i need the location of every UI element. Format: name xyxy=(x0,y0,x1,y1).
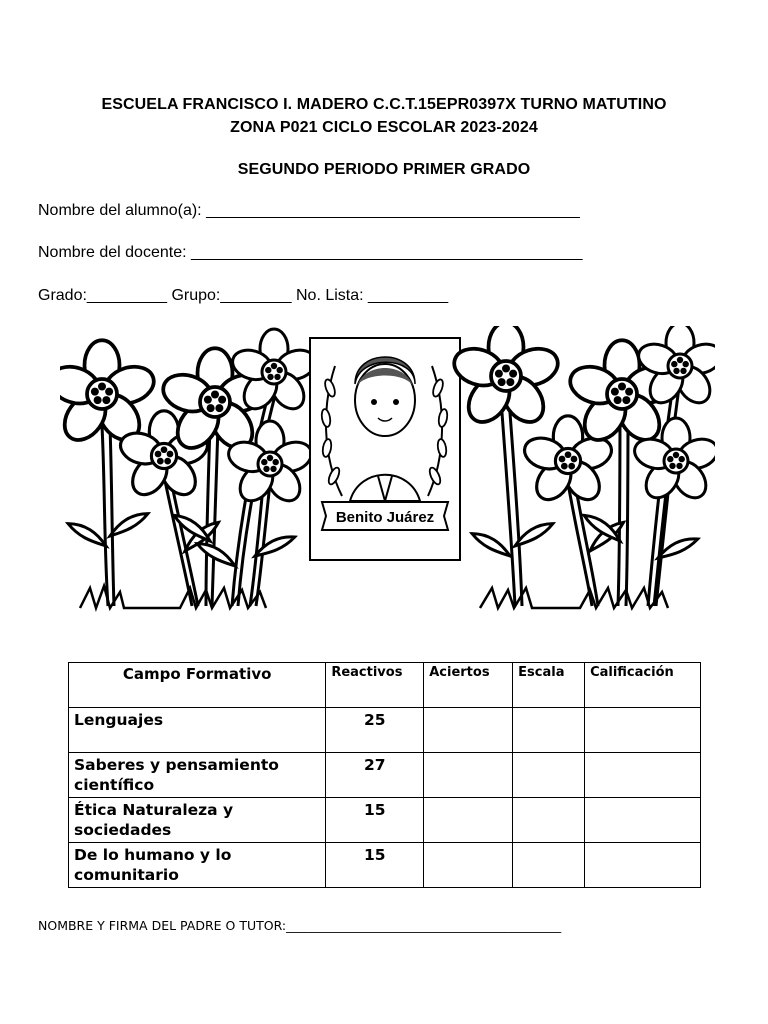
portrait-label: Benito Juárez xyxy=(335,509,435,526)
reactivos-cell: 15 xyxy=(326,798,424,843)
escala-cell[interactable] xyxy=(513,798,585,843)
calificacion-cell[interactable] xyxy=(585,798,701,843)
aciertos-cell[interactable] xyxy=(424,798,513,843)
header-reactivos: Reactivos xyxy=(326,663,424,708)
grades-table xyxy=(68,662,701,888)
table-row xyxy=(69,798,701,843)
escala-cell[interactable] xyxy=(513,843,585,888)
reactivos-cell: 15 xyxy=(326,843,424,888)
table-header-row xyxy=(69,663,701,708)
header-escala: Escala xyxy=(513,663,585,708)
escala-cell[interactable] xyxy=(513,753,585,798)
campo-cell: Lenguajes xyxy=(69,708,326,753)
parent-signature-field[interactable]: NOMBRE Y FIRMA DEL PADRE O TUTOR:____________________________________________ xyxy=(38,918,562,933)
school-title: ESCUELA FRANCISCO I. MADERO C.C.T.15EPR0397X TURNO MATUTINO xyxy=(101,96,667,113)
reactivos-cell: 25 xyxy=(326,708,424,753)
campo-cell: De lo humano y lo comunitario xyxy=(69,843,326,888)
escala-cell[interactable] xyxy=(513,708,585,753)
campo-cell: Saberes y pensamiento científico xyxy=(69,753,326,798)
period-title: SEGUNDO PERIODO PRIMER GRADO xyxy=(237,161,531,178)
calificacion-cell[interactable] xyxy=(585,708,701,753)
flowers-illustration xyxy=(60,326,715,616)
teacher-name-field[interactable]: Nombre del docente: ____________________________________________ xyxy=(38,244,583,261)
header-aciertos: Aciertos xyxy=(424,663,513,708)
campo-cell: Ética Naturaleza y sociedades xyxy=(69,798,326,843)
table-row xyxy=(69,753,701,798)
header-campo-formativo: Campo Formativo xyxy=(69,663,326,708)
zone-cycle-title: ZONA P021 CICLO ESCOLAR 2023-2024 xyxy=(230,119,538,136)
calificacion-cell[interactable] xyxy=(585,843,701,888)
table-row xyxy=(69,843,701,888)
header-calificacion: Calificación xyxy=(585,663,701,708)
reactivos-cell: 27 xyxy=(326,753,424,798)
grade-group-list-field[interactable]: Grado:_________ Grupo:________ No. Lista: _________ xyxy=(38,287,449,304)
aciertos-cell[interactable] xyxy=(424,753,513,798)
table-row xyxy=(69,708,701,753)
aciertos-cell[interactable] xyxy=(424,708,513,753)
student-name-field[interactable]: Nombre del alumno(a): __________________________________________ xyxy=(38,202,580,219)
aciertos-cell[interactable] xyxy=(424,843,513,888)
calificacion-cell[interactable] xyxy=(585,753,701,798)
